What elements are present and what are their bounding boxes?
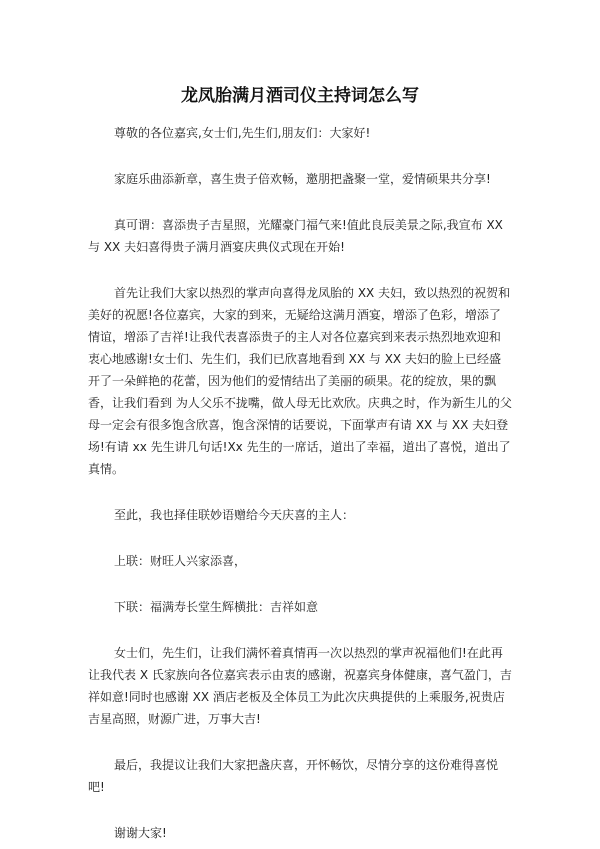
main-speech-paragraph: 首先让我们大家以热烈的掌声向喜得龙凤胎的 XX 夫妇，致以热烈的祝贺和美好的祝愿!各位嘉宾，大家的到来，无疑给这满月酒宴，增添了色彩，增添了情谊，增添了吉祥!让我代表喜添贵子的主人对各位嘉宾到来表示热烈地欢迎和衷心地感谢!女士们、先生们，我们已欣喜地看到 XX 与 XX 夫妇的脸上已经盛开了一朵鲜艳的花蕾，因为他们的爱情结出了美丽的硕果。花的绽放，果的飘香，让我们看到 为人父乐不拢嘴，做人母无比欢欣。庆典之时，作为新生儿的父母一定会有很多饱含欣喜，饱含深情的话要说，下面掌声有请 XX 与 XX 夫妇登场!有请 xx 先生讲几句话!Xx 先生的一席话，道出了幸福，道出了喜悦，道出了真情。 (88, 286, 512, 476)
couplet-intro-paragraph: 至此，我也择佳联妙语赠给今天庆喜的主人： (114, 508, 355, 522)
greeting-paragraph: 尊敬的各位嘉宾,女士们,先生们,朋友们：大家好! (114, 126, 371, 140)
thanks-paragraph: 谢谢大家! (114, 826, 167, 840)
closing-toast-paragraph: 最后，我提议让我们大家把盏庆喜，开怀畅饮，尽情分享的这份难得喜悦吧! (88, 758, 499, 794)
second-line-paragraph: 下联：福满寿长堂生辉横批：吉祥如意 (114, 600, 319, 614)
blessing-paragraph: 女士们，先生们，让我们满怀着真情再一次以热烈的掌声祝福他们!在此再让我代表 X 氏家族向各位嘉宾表示由衷的感谢，祝嘉宾身体健康，喜气盈门，吉祥如意!同时也感谢 XX 酒店老板及全体员工为此次庆典提供的上乘服务,祝贵店吉星高照，财源广进，万事大吉! (88, 646, 512, 726)
page-title: 龙凤胎满月酒司仪主持词怎么写 (181, 86, 419, 106)
first-line-paragraph: 上联：财旺人兴家添喜， (114, 554, 247, 568)
ceremony-start-paragraph: 真可谓：喜添贵子吉星照，光耀豪门福气来!值此良辰美景之际,我宣布 XX 与 XX 夫妇喜得贵子满月酒宴庆典仪式现在开始! (88, 218, 503, 254)
opening-verse-paragraph: 家庭乐曲添新章，喜生贵子倍欢畅，邀朋把盏聚一堂，爱情硕果共分享! (114, 172, 491, 186)
